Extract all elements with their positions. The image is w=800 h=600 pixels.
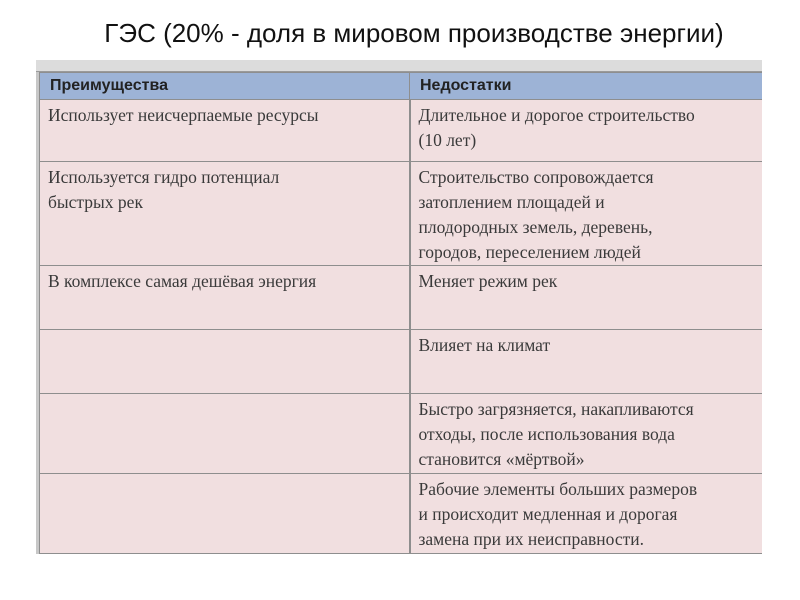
advantage-cell bbox=[40, 474, 410, 554]
header-disadvantages: Недостатки bbox=[410, 73, 763, 100]
disadvantage-cell: Быстро загрязняется, накапливаются отходы, после использования вода становится «мёртвой» bbox=[410, 394, 763, 474]
disadvantage-cell: Рабочие элементы больших размеров и происходит медленная и дорогая замена при их неисправности. bbox=[410, 474, 763, 554]
advantage-cell: Используется гидро потенциал быстрых рек bbox=[40, 162, 410, 266]
disadvantage-cell: Влияет на климат bbox=[410, 330, 763, 394]
table-header-row bbox=[40, 73, 763, 100]
disadvantage-cell: Строительство сопровождается затоплением площадей и плодородных земель, деревень, городов, переселением людей bbox=[410, 162, 763, 266]
advantage-cell: В комплексе самая дешёвая энергия bbox=[40, 266, 410, 330]
table-row bbox=[40, 100, 763, 162]
slide-title: ГЭС (20% - доля в мировом производстве энергии) bbox=[104, 18, 724, 48]
comparison-table-image bbox=[36, 60, 762, 554]
table-row bbox=[40, 330, 763, 394]
header-advantages: Преимущества bbox=[40, 73, 410, 100]
table-row bbox=[40, 266, 763, 330]
table-top-strip bbox=[36, 60, 762, 72]
table-row bbox=[40, 474, 763, 554]
advantage-cell bbox=[40, 394, 410, 474]
comparison-table bbox=[39, 72, 762, 554]
table-row bbox=[40, 162, 763, 266]
advantage-cell bbox=[40, 330, 410, 394]
disadvantage-cell: Длительное и дорогое строительство (10 лет) bbox=[410, 100, 763, 162]
disadvantage-cell: Меняет режим рек bbox=[410, 266, 763, 330]
table-row bbox=[40, 394, 763, 474]
advantage-cell: Использует неисчерпаемые ресурсы bbox=[40, 100, 410, 162]
